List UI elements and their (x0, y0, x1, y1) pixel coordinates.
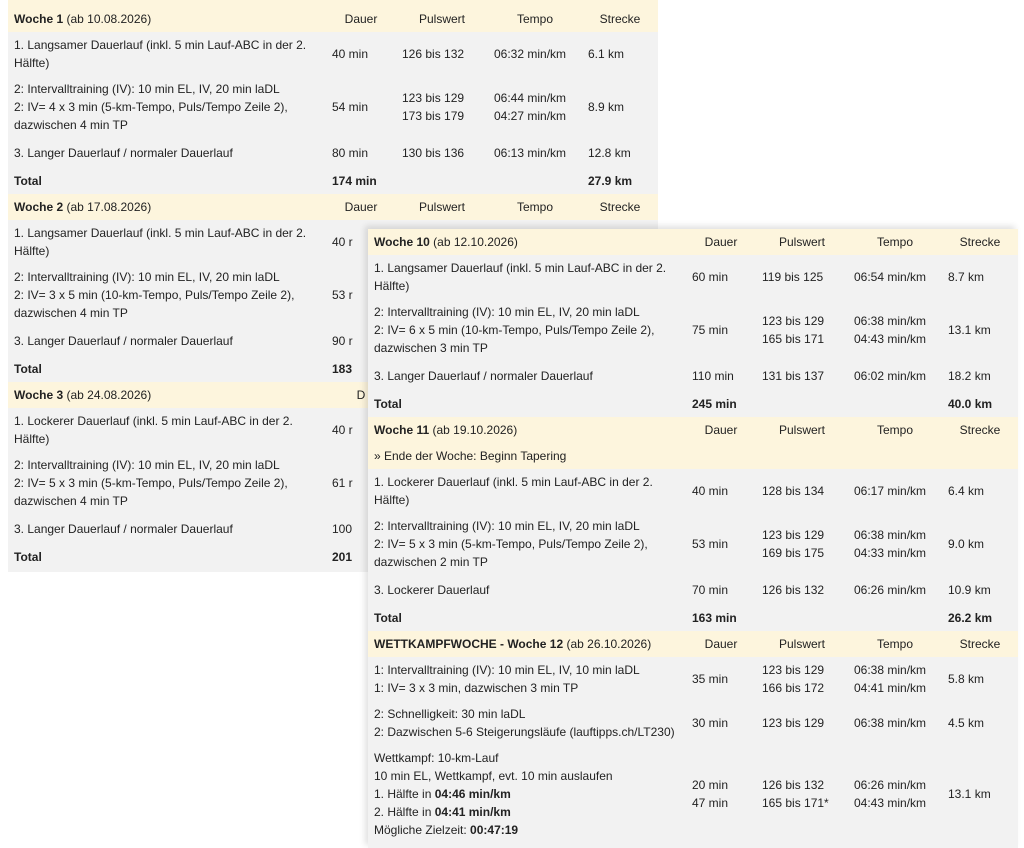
training-plan-panel-right (368, 229, 1018, 848)
session-row: 3. Lockerer Dauerlauf 70 min 126 bis 132 06:26 min/km 10.9 km (374, 583, 991, 597)
week-header: Woche 11 (ab 19.10.2026) Dauer Pulswert Tempo Strecke (368, 417, 1018, 443)
week-header: WETTKAMPFWOCHE - Woche 12 (ab 26.10.2026) Dauer Pulswert Tempo Strecke (368, 631, 1018, 657)
session-row: 1. Langsamer Dauerlauf (inkl. 5 min Lauf-ABC in der 2. Hälfte) 60 min 119 bis 125 06:54 min/km 8.7 km (374, 261, 985, 293)
col-tempo-header: Tempo (488, 6, 582, 32)
week-note: » Ende der Woche: Beginn Tapering (368, 443, 1018, 469)
week-title: Woche 11 (ab 19.10.2026) (368, 417, 686, 443)
session-row: 3. Langer Dauerlauf / normaler Dauerlauf 110 min 131 bis 137 06:02 min/km 18.2 km (374, 369, 991, 383)
week-title: Woche 1 (ab 10.08.2026) (8, 6, 326, 32)
total-row: Total 201 (14, 550, 353, 564)
session-row: 2: Schnelligkeit: 30 min laDL 2: Dazwischen 5-6 Steigerungsläufe (lauftipps.ch/LT230) 30 min 123 bis 129 06:38 min/km 4.5 km (374, 707, 985, 739)
plan-table-right (368, 229, 1018, 843)
previous-row-strip (8, 0, 658, 6)
total-row: Total 163 min 26.2 km (374, 611, 993, 625)
session-row: 2: Intervalltraining (IV): 10 min EL, IV, 20 min laDL 2: IV= 5 x 3 min (5-km-Tempo, Puls/Tempo Zeile 2), dazwischen 2 min TP 53 min 123 bis 129 169 bis 175 06:38 min/km 04:33 min/km 9.0 km (374, 519, 985, 569)
session-row: 1. Lockerer Dauerlauf (inkl. 5 min Lauf-ABC in der 2. Hälfte) 40 r (14, 414, 353, 446)
week-title: Woche 10 (ab 12.10.2026) (368, 229, 686, 255)
total-row: Total 174 min 27.9 km (14, 174, 633, 188)
week-title: Woche 2 (ab 17.08.2026) (8, 194, 326, 220)
week-header: Woche 2 (ab 17.08.2026) Dauer Pulswert Tempo Strecke (8, 194, 658, 220)
session-row: 1. Langsamer Dauerlauf (inkl. 5 min Lauf-ABC in der 2. Hälfte) 40 min 126 bis 132 06:32 min/km 6.1 km (14, 38, 625, 70)
col-dauer-header: Dauer (326, 6, 396, 32)
total-row: Total 183 (14, 362, 353, 376)
week-title: Woche 3 (ab 24.08.2026) (8, 382, 326, 408)
total-row: Total 245 min 40.0 km (374, 397, 993, 411)
session-row: 1: Intervalltraining (IV): 10 min EL, IV, 10 min laDL 1: IV= 3 x 3 min, dazwischen 3 min TP 35 min 123 bis 129 166 bis 172 06:38 min/km 04:41 min/km 5.8 km (374, 663, 985, 695)
week-header (8, 6, 658, 32)
week-title: WETTKAMPFWOCHE - Woche 12 (ab 26.10.2026) (368, 631, 686, 657)
col-strecke-header: Strecke (582, 6, 658, 32)
session-row: 3. Langer Dauerlauf / normaler Dauerlauf 100 (14, 522, 353, 536)
session-row: 1. Lockerer Dauerlauf (inkl. 5 min Lauf-ABC in der 2. Hälfte) 40 min 128 bis 134 06:17 min/km 6.4 km (374, 475, 985, 507)
session-row: 2: Intervalltraining (IV): 10 min EL, IV, 20 min laDL 2: IV= 4 x 3 min (5-km-Tempo, Puls/Tempo Zeile 2), dazwischen 4 min TP 54 min 123 bis 129 173 bis 179 06:44 min/km 04:27 min/km 8.9 km (14, 82, 625, 132)
week-header: Woche 3 (ab 24.08.2026) D (8, 382, 658, 408)
session-row: 3. Langer Dauerlauf / normaler Dauerlauf 80 min 130 bis 136 06:13 min/km 12.8 km (14, 146, 631, 160)
session-row: 2: Intervalltraining (IV): 10 min EL, IV, 20 min laDL 2: IV= 6 x 5 min (10-km-Tempo, Puls/Tempo Zeile 2), dazwischen 3 min TP 75 min 123 bis 129 165 bis 171 06:38 min/km 04:43 min/km 13.1 km (374, 305, 991, 355)
race-row: Wettkampf: 10-km-Lauf 10 min EL, Wettkampf, evt. 10 min auslaufen 1. Hälfte in 04:46 min/km 2. Hälfte in 04:41 min/km Mögliche Zielzeit: 00:47:19 20 min 47 min 126 bis 132 165 bis 171* 06:26 min/km 04:43 min/km 13.1 km (374, 751, 991, 837)
session-row: 3. Langer Dauerlauf / normaler Dauerlauf 90 r (14, 334, 353, 348)
session-row: 1. Langsamer Dauerlauf (inkl. 5 min Lauf-ABC in der 2. Hälfte) 40 r (14, 226, 353, 258)
session-row: 2: Intervalltraining (IV): 10 min EL, IV, 20 min laDL 2: IV= 5 x 3 min (5-km-Tempo, Puls/Tempo Zeile 2), dazwischen 4 min TP 61 r (14, 458, 353, 508)
col-puls-header: Pulswert (396, 6, 488, 32)
session-row: 2: Intervalltraining (IV): 10 min EL, IV, 20 min laDL 2: IV= 3 x 5 min (10-km-Tempo, Puls/Tempo Zeile 2), dazwischen 4 min TP 53 r (14, 270, 353, 320)
week-header: Woche 10 (ab 12.10.2026) Dauer Pulswert Tempo Strecke (368, 229, 1018, 255)
